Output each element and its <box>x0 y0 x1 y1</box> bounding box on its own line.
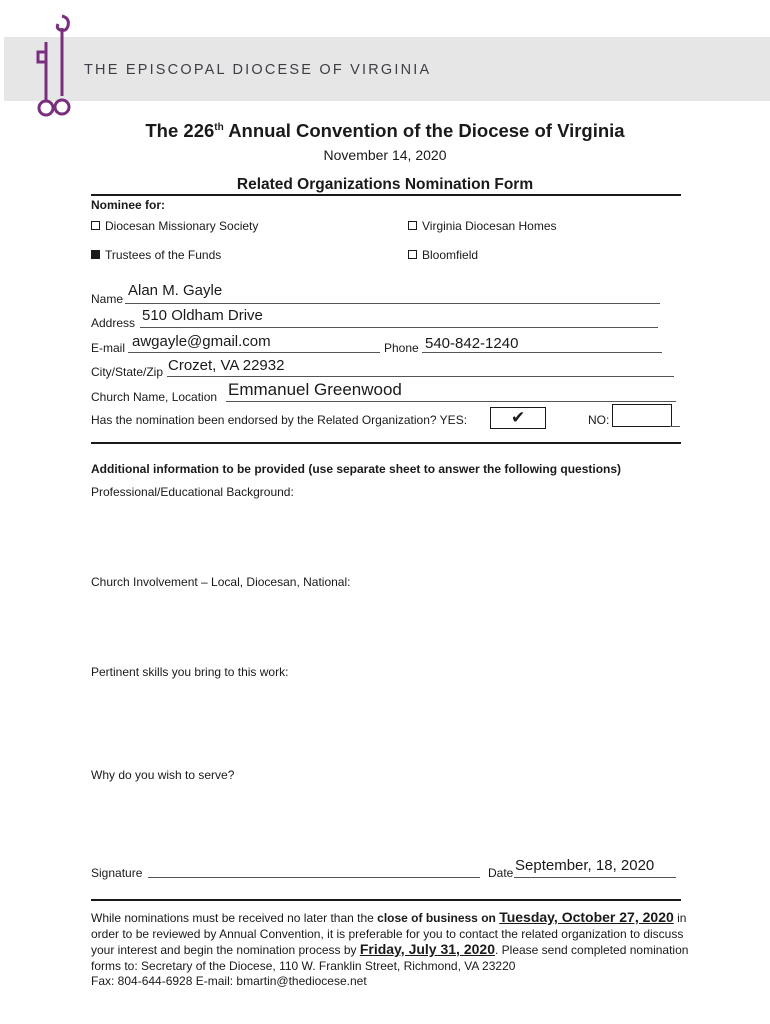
checkbox-checked-icon[interactable] <box>91 250 100 259</box>
title-ordinal: th <box>214 121 224 133</box>
additional-heading: Additional information to be provided (use separate sheet to answer the following questions) <box>91 462 622 476</box>
section-divider <box>91 442 681 444</box>
option-trustees-of-the-funds[interactable] <box>91 248 221 262</box>
deadline-2: Friday, July 31, 2020 <box>359 941 495 957</box>
option-bloomfield[interactable] <box>408 248 478 262</box>
church-line <box>226 401 676 402</box>
phone-field[interactable]: 540-842-1240 <box>425 335 519 352</box>
address-label: Address <box>91 316 136 330</box>
option-label: Diocesan Missionary Society <box>105 219 259 233</box>
address-line <box>140 327 658 328</box>
checkbox-icon[interactable] <box>408 250 417 259</box>
question-skills: Pertinent skills you bring to this work: <box>91 665 289 679</box>
footer-divider <box>91 899 681 901</box>
document-title <box>0 120 770 142</box>
name-line <box>125 303 660 304</box>
footer-notice <box>91 910 701 990</box>
org-name: THE EPISCOPAL DIOCESE OF VIRGINIA <box>84 62 432 78</box>
city-line <box>167 376 674 377</box>
email-line <box>128 352 380 353</box>
footer-text-3: . Please send completed nomination forms to: Secretary of the Diocese, 110 W. Franklin Street, Richmond, VA 23220 <box>91 943 689 973</box>
footer-text-1: While nominations must be received no later than the <box>91 911 378 925</box>
endorsed-question: Has the nomination been endorsed by the Related Organization? YES: <box>91 413 468 427</box>
option-label: Virginia Diocesan Homes <box>422 219 557 233</box>
footer-text-bold: close of business on <box>377 911 496 925</box>
date-label: Date <box>488 866 514 880</box>
no-label: NO: <box>588 413 610 427</box>
date-field[interactable]: September, 18, 2020 <box>515 857 655 874</box>
nominee-label: Nominee for: <box>91 198 166 212</box>
question-why-serve: Why do you wish to serve? <box>91 768 235 782</box>
question-background: Professional/Educational Background: <box>91 485 294 499</box>
option-virginia-diocesan-homes[interactable] <box>408 219 557 233</box>
keys-crozier-icon <box>28 12 78 122</box>
email-label: E-mail <box>91 341 126 355</box>
address-field[interactable]: 510 Oldham Drive <box>142 307 263 324</box>
city-label: City/State/Zip <box>91 365 164 379</box>
signature-label: Signature <box>91 866 143 880</box>
title-rest: Annual Convention of the Diocese of Virginia <box>223 120 625 141</box>
yes-box[interactable] <box>490 407 546 429</box>
no-box[interactable] <box>612 404 672 427</box>
deadline-1: Tuesday, October 27, 2020 <box>499 909 674 925</box>
checkbox-icon[interactable] <box>91 221 100 230</box>
city-field[interactable]: Crozet, VA 22932 <box>168 357 285 374</box>
option-label: Bloomfield <box>422 248 479 262</box>
checkmark-icon: ✔ <box>511 408 526 427</box>
phone-line <box>422 352 662 353</box>
footer-text-2: in order to be reviewed by Annual Convention, it is preferable for you to contact the related organization to discuss your interest and begin the nomination process by <box>91 911 687 957</box>
signature-line[interactable] <box>148 877 480 878</box>
question-church-involvement: Church Involvement – Local, Diocesan, National: <box>91 575 351 589</box>
church-label: Church Name, Location <box>91 390 218 404</box>
date-line <box>514 877 676 878</box>
option-diocesan-missionary-society[interactable] <box>91 219 258 233</box>
title-prefix: The 226 <box>145 120 215 141</box>
name-label: Name <box>91 292 124 306</box>
checkbox-icon[interactable] <box>408 221 417 230</box>
phone-label: Phone <box>384 341 419 355</box>
email-field[interactable]: awgayle@gmail.com <box>132 333 271 350</box>
footer-contact: Fax: 804-644-6928 E-mail: bmartin@thediocese.net <box>91 974 367 988</box>
name-field[interactable]: Alan M. Gayle <box>128 282 223 299</box>
convention-date: November 14, 2020 <box>323 147 447 163</box>
option-label: Trustees of the Funds <box>105 248 222 262</box>
no-line <box>670 426 680 427</box>
title-divider <box>91 194 681 196</box>
form-title: Related Organizations Nomination Form <box>236 176 534 193</box>
church-field[interactable]: Emmanuel Greenwood <box>228 380 402 399</box>
